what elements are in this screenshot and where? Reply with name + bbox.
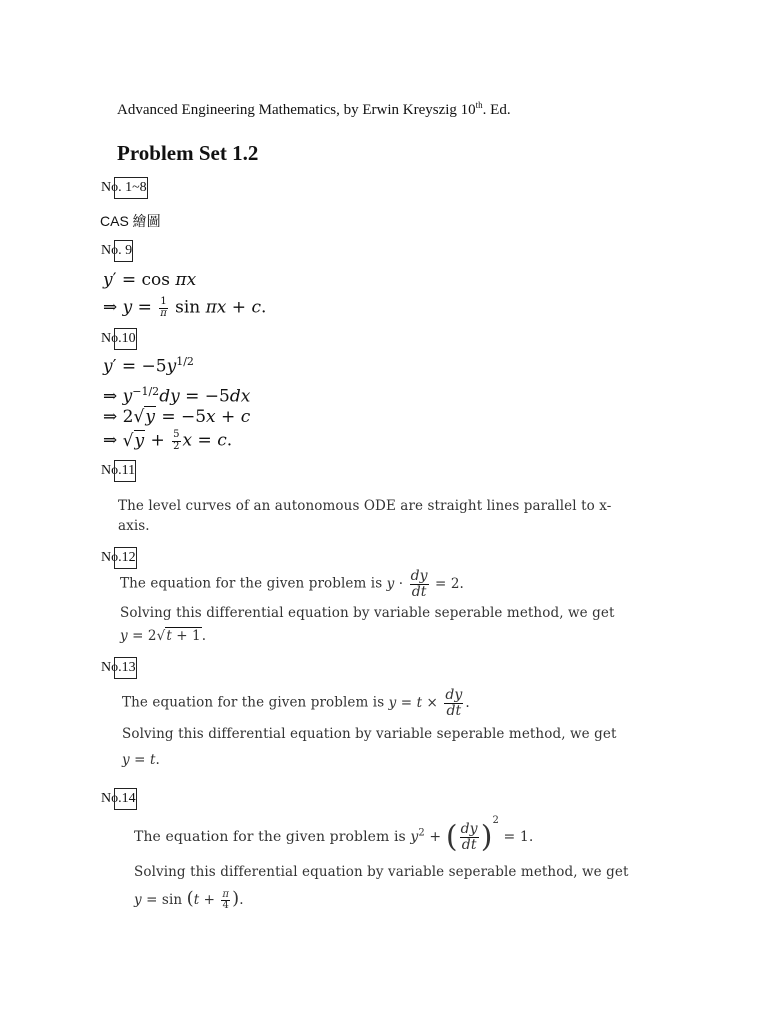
problem-tag-12	[100, 548, 137, 568]
answer-14-lead: The equation for the given problem is	[134, 829, 406, 845]
book-citation	[117, 100, 511, 119]
problem-tag-9	[100, 241, 133, 261]
problem-tag-label: No.14	[101, 791, 136, 806]
problem-tag-11	[100, 461, 136, 481]
problem-tag-10	[100, 329, 137, 349]
solution-9-line-2: ⇒ y = $\frac{1}{\pi}$ sin πx + c.	[103, 296, 267, 319]
answer-13-method: Solving this differential equation by variable seperable method, we get	[122, 726, 617, 742]
problem-tag-label: No.11	[101, 463, 136, 478]
citation-suffix: . Ed.	[482, 102, 511, 118]
problem-tag-label: No.13	[101, 660, 136, 675]
answer-13-result: y = t.	[122, 752, 160, 768]
answer-12-result: y = 2√t + 1.	[120, 628, 207, 644]
problem-tag-label: No. 1~8	[101, 180, 147, 195]
cas-note: CAS 繪圖	[100, 213, 161, 229]
problem-set-title: Problem Set 1.2	[117, 141, 259, 165]
problem-tag-label: No. 9	[101, 243, 133, 258]
problem-tag-label: No.10	[101, 331, 136, 346]
solution-10-line-3: ⇒ 2√y = −5x + c	[103, 407, 251, 427]
problem-tag-1-8	[100, 178, 148, 198]
solution-9-line-1: y′ = cos πx	[103, 270, 197, 290]
answer-14-method: Solving this differential equation by variable seperable method, we get	[134, 864, 629, 880]
answer-14-equation: The equation for the given problem is $y^2$ + ( $\frac{dy}{dt}$ )$^2$ = 1.	[134, 815, 534, 855]
answer-12-method: Solving this differential equation by variable seperable method, we get	[120, 605, 615, 621]
problem-tag-label: No.12	[101, 550, 136, 565]
problem-tag-14	[100, 789, 137, 809]
answer-13-equation: The equation for the given problem is y = t × $\frac{dy}{dt}$ .	[122, 687, 470, 719]
answer-14-result: y = sin (t + $\frac{\pi}{4}$ ).	[134, 888, 244, 911]
answer-11-line-1: The level curves of an autonomous ODE are straight lines parallel to x-	[118, 498, 612, 514]
solution-10-line-1: $y' = -5y^{1/2}$	[103, 355, 194, 377]
edition-superscript: th	[475, 100, 483, 110]
problem-tag-13	[100, 658, 137, 678]
answer-11-line-2: axis.	[118, 518, 150, 534]
citation-text: Advanced Engineering Mathematics, by Erwin Kreyszig 10	[117, 102, 476, 118]
answer-12-lead: The equation for the given problem is	[120, 575, 383, 592]
answer-12-equation: The equation for the given problem is y · $\frac{dy}{dt}$ = 2.	[120, 568, 464, 600]
solution-10-line-2: ⇒ $y^{-1/2}dy = -5dx$	[103, 385, 251, 407]
solution-10-line-4: ⇒ √y + $\frac{5}{2}$ x = c.	[103, 429, 233, 452]
answer-13-lead: The equation for the given problem is	[122, 694, 385, 711]
